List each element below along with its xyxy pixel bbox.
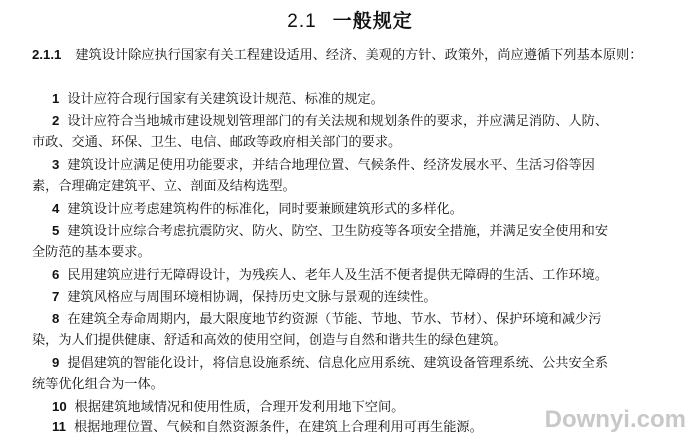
item-text: 统等优化组合为一体。 — [32, 377, 164, 392]
item-text: 素，合理确定建筑平、立、剖面及结构选型。 — [32, 179, 296, 194]
clause-intro — [32, 44, 672, 67]
list-item-continuation — [32, 374, 672, 396]
item-number: 8 — [52, 311, 60, 326]
item-text: 民用建筑应进行无障碍设计，为残疾人、老年人及生活不便者提供无障碍的生活、工作环境。 — [67, 268, 609, 283]
list-item — [32, 352, 692, 375]
item-text: 设计应符合当地城市建设规划管理部门的有关法规和规划条件的要求，并应满足消防、人防、 — [67, 114, 609, 129]
item-number: 10 — [52, 399, 67, 414]
list-item-continuation — [32, 242, 672, 264]
section-title — [0, 6, 700, 33]
item-text: 建筑设计应考虑建筑构件的标准化，同时要兼顾建筑形式的多样化。 — [67, 202, 463, 217]
item-text: 根据建筑地域情况和使用性质，合理开发利用地下空间。 — [74, 400, 405, 415]
item-number: 11 — [52, 419, 66, 434]
item-number: 9 — [52, 355, 60, 370]
item-text: 染，为人们提供健康、舒适和高效的使用空间，创造与自然和谐共生的绿色建筑。 — [32, 333, 507, 348]
item-number: 6 — [52, 267, 60, 282]
section-heading: 一般规定 — [332, 10, 413, 32]
list-item-continuation — [32, 132, 672, 154]
item-text: 全防范的基本要求。 — [32, 245, 151, 260]
item-number: 7 — [52, 289, 60, 304]
item-text: 市政、交通、环保、卫生、电信、邮政等政府相关部门的要求。 — [32, 135, 402, 150]
item-number: 3 — [52, 157, 60, 172]
list-item — [32, 110, 692, 133]
item-text: 根据地理位置、气候和自然资源条件，在建筑上合理利用可再生能源。 — [73, 420, 483, 435]
item-text: 建筑设计应满足使用功能要求，并结合地理位置、气候条件、经济发展水平、生活习俗等因 — [67, 158, 595, 173]
list-item — [32, 154, 692, 177]
item-text: 设计应符合现行国家有关建筑设计规范、标准的规定。 — [67, 92, 384, 107]
item-number: 1 — [52, 91, 60, 106]
item-number: 5 — [52, 223, 60, 238]
item-text: 建筑风格应与周围环境相协调，保持历史文脉与景观的连续性。 — [67, 290, 437, 305]
item-text: 在建筑全寿命周期内，最大限度地节约资源（节能、节地、节水、节材）、保护环境和减少污 — [67, 312, 602, 327]
list-item-continuation — [32, 176, 672, 198]
list-item-continuation — [32, 330, 672, 352]
list-item — [32, 308, 692, 331]
clause-text: 建筑设计除应执行国家有关工程建设适用、经济、美观的方针、政策外，尚应遵循下列基本原则： — [75, 48, 643, 63]
clause-number: 2.1.1 — [32, 47, 62, 62]
item-text: 建筑设计应综合考虑抗震防灾、防火、防空、卫生防疫等各项安全措施，并满足安全使用和安 — [67, 224, 609, 239]
list-item — [32, 88, 692, 111]
list-item — [32, 286, 692, 309]
list-item — [32, 264, 692, 287]
list-item — [32, 198, 692, 221]
watermark: Downyi.com — [544, 406, 686, 433]
list-item — [32, 220, 692, 243]
item-text: 提倡建筑的智能化设计，将信息设施系统、信息化应用系统、建筑设备管理系统、公共安全系 — [67, 356, 609, 371]
item-number: 4 — [52, 201, 60, 216]
section-number: 2.1 — [287, 11, 317, 32]
item-number: 2 — [52, 113, 60, 128]
